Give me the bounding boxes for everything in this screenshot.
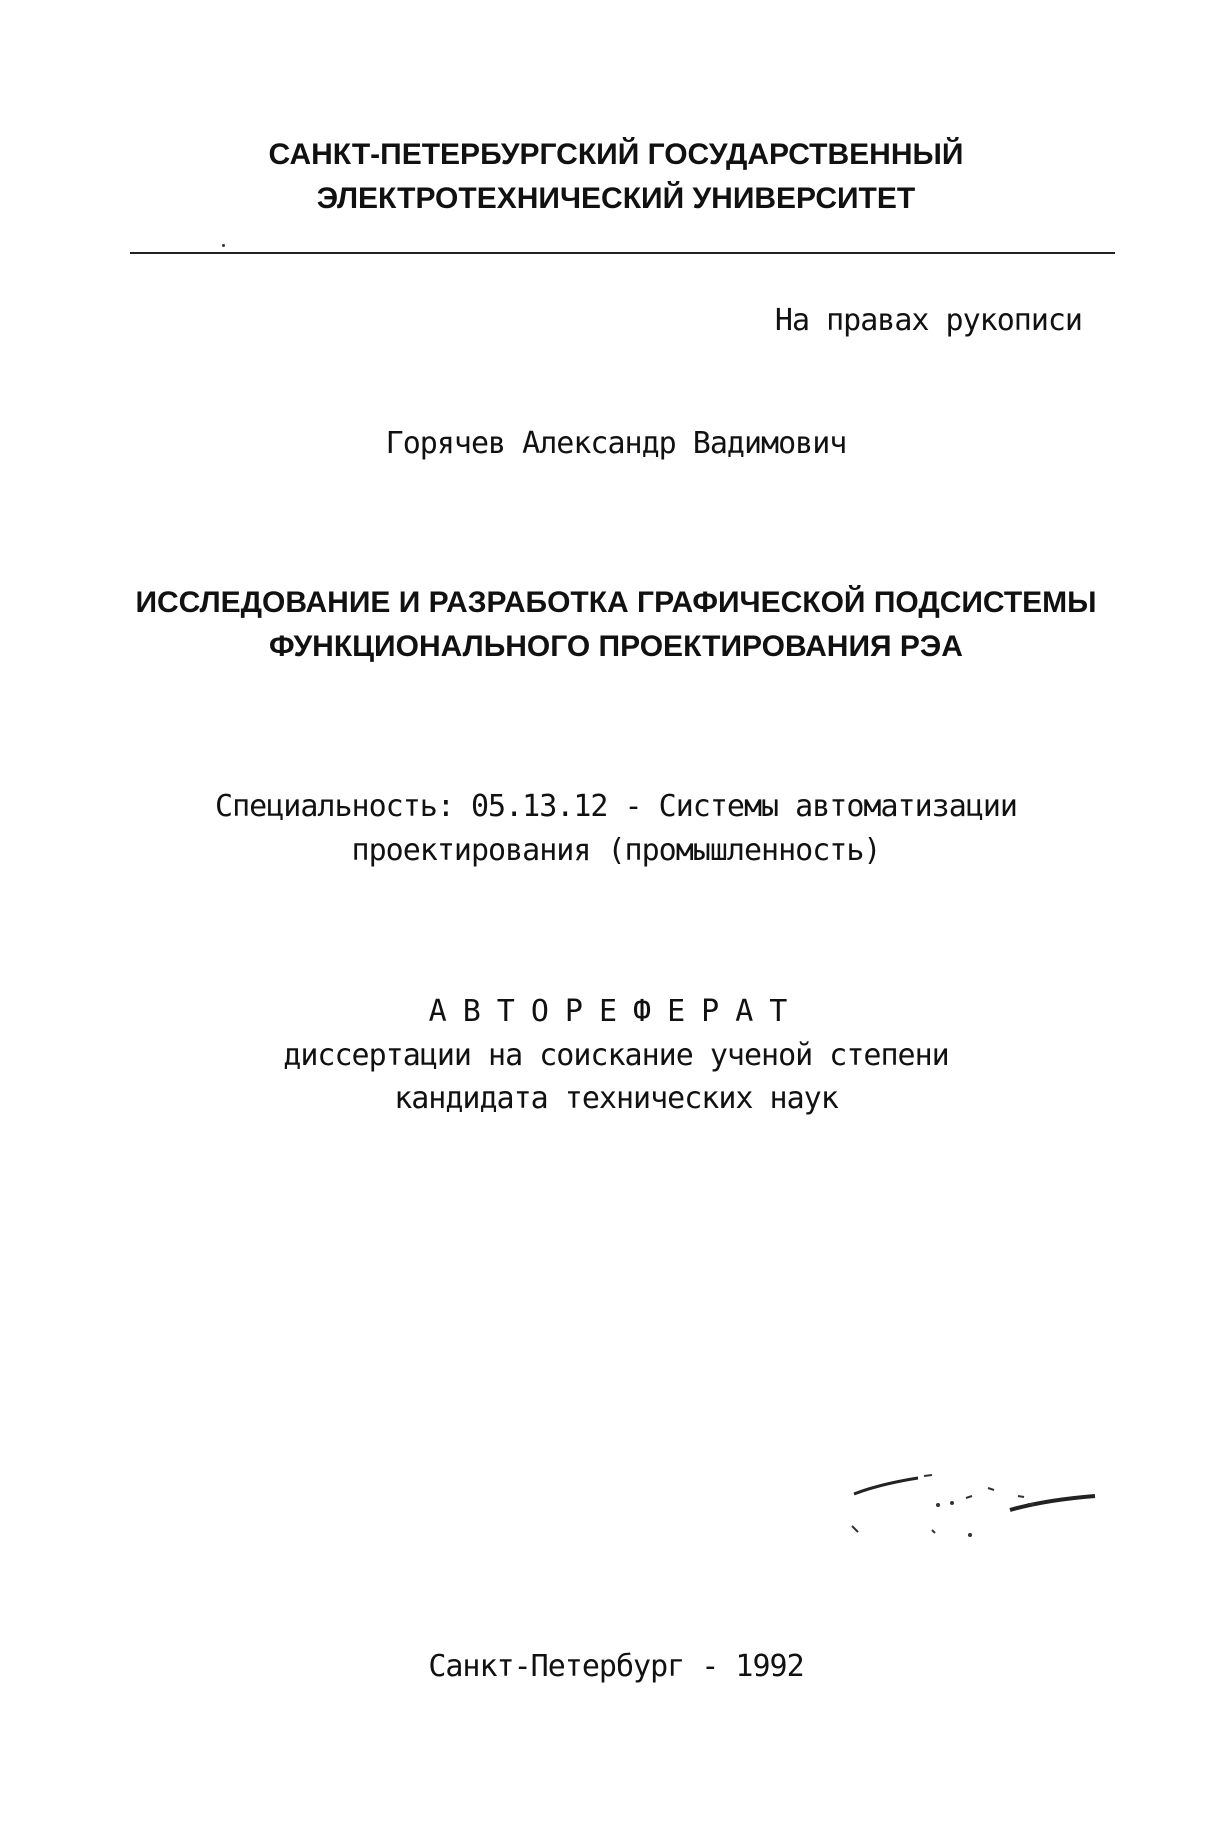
university-name-line2: ЭЛЕКТРОТЕХНИЧЕСКИЙ УНИВЕРСИТЕТ (316, 182, 916, 215)
city-and-year: Санкт-Петербург - 1992 (428, 1649, 804, 1684)
degree-line1: диссертации на соискание ученой степени (283, 1038, 949, 1073)
degree-line2: кандидата технических наук (394, 1081, 838, 1116)
dissertation-title-line1: ИССЛЕДОВАНИЕ И РАЗРАБОТКА ГРАФИЧЕСКОЙ ПОДСИСТЕМЫ (135, 586, 1097, 619)
dissertation-title-line2: ФУНКЦИОНАЛЬНОГО ПРОЕКТИРОВАНИЯ РЭА (269, 630, 963, 663)
signature-marks (840, 1460, 1110, 1570)
divider-speck (222, 244, 225, 247)
manuscript-note: На правах рукописи (774, 303, 1082, 338)
header-divider (130, 252, 1115, 254)
specialty-line1: Специальность: 05.13.12 - Системы автоматизации (215, 789, 1017, 824)
author-name: Горячев Александр Вадимович (385, 426, 847, 461)
university-name-line1: САНКТ-ПЕТЕРБУРГСКИЙ ГОСУДАРСТВЕННЫЙ (268, 138, 964, 171)
abstract-label: АВТОРЕФЕРАТ (428, 994, 804, 1029)
specialty-line2: проектирования (промышленность) (351, 833, 881, 868)
